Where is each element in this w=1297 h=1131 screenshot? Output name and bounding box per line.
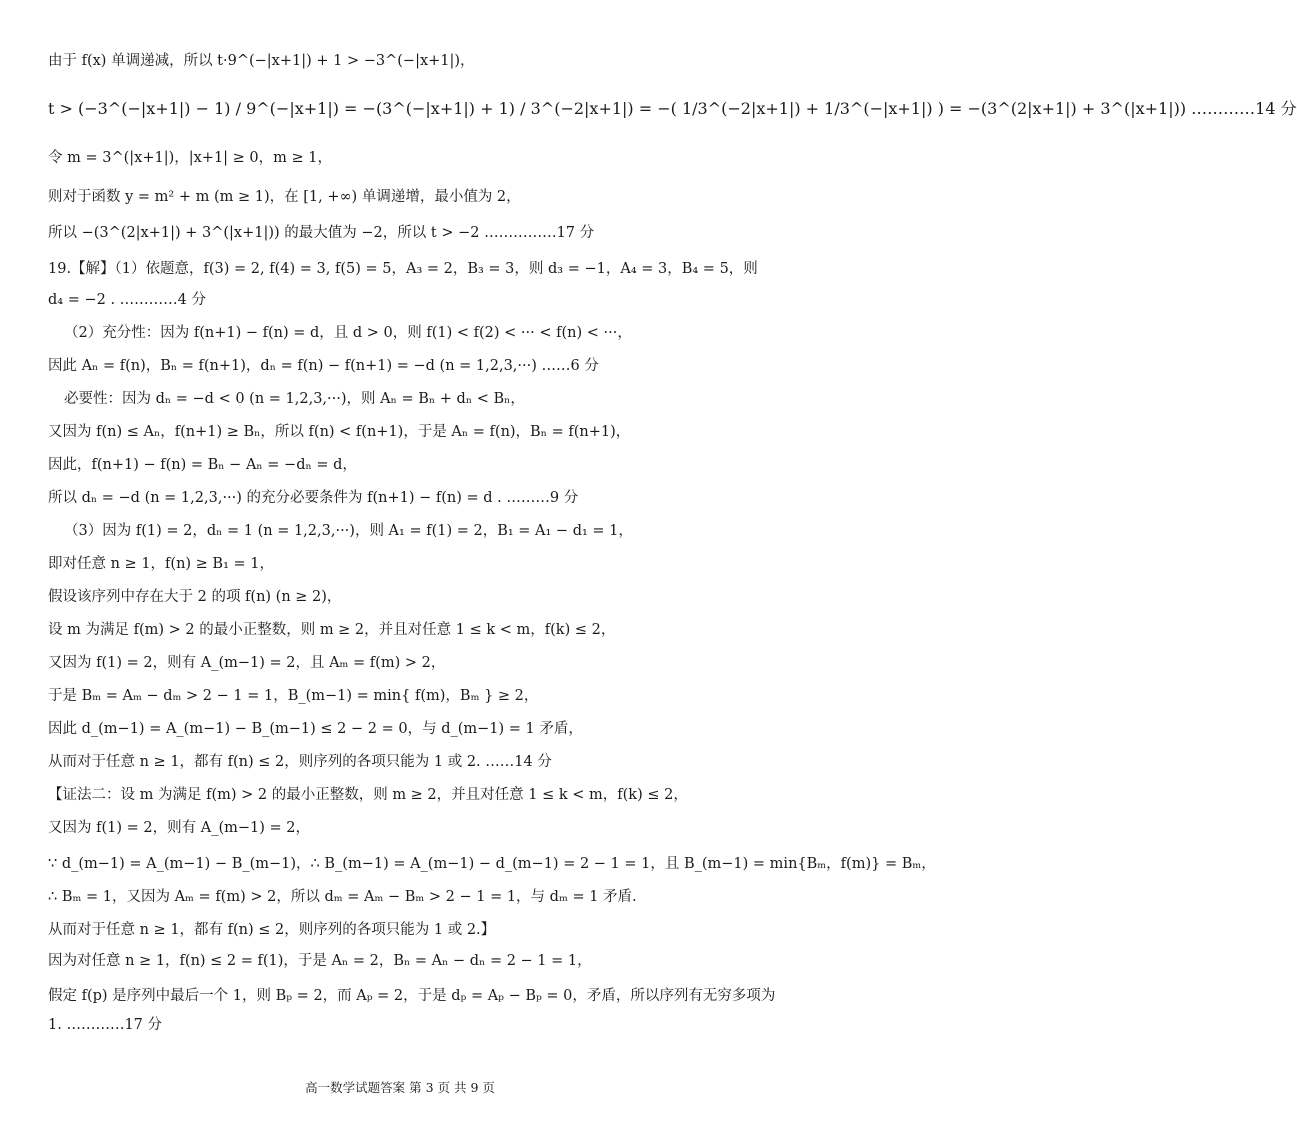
text-line: 因为对任意 n ≥ 1，f(n) ≤ 2 = f(1)，于是 Aₙ = 2，Bₙ = Aₙ − dₙ = 2 − 1 = 1，	[48, 953, 592, 969]
text-line: 所以 dₙ = −d (n = 1,2,3,···) 的充分必要条件为 f(n+1) − f(n) = d . ………9 分	[48, 490, 579, 506]
text-line: 因此 Aₙ = f(n)，Bₙ = f(n+1)，dₙ = f(n) − f(n+1) = −d (n = 1,2,3,···) ……6 分	[48, 358, 599, 374]
text-line: 即对任意 n ≥ 1，f(n) ≥ B₁ = 1，	[48, 556, 274, 572]
text-line: 假定 f(p) 是序列中最后一个 1，则 Bₚ = 2，而 Aₚ = 2，于是 dₚ = Aₚ − Bₚ = 0，矛盾，所以序列有无穷多项为	[48, 988, 776, 1004]
text-line: 又因为 f(n) ≤ Aₙ，f(n+1) ≥ Bₙ，所以 f(n) < f(n+1)，于是 Aₙ = f(n)，Bₙ = f(n+1)，	[48, 424, 631, 440]
text-line: 则对于函数 y = m² + m (m ≥ 1)，在 [1, +∞) 单调递增，最小值为 2，	[48, 189, 521, 205]
text-line: 又因为 f(1) = 2，则有 A_(m−1) = 2，且 Aₘ = f(m) > 2，	[48, 655, 446, 671]
text-line: 所以 −(3^(2|x+1|) + 3^(|x+1|)) 的最大值为 −2，所以 t > −2 ……………17 分	[48, 225, 595, 241]
text-line: 假设该序列中存在大于 2 的项 f(n) (n ≥ 2)，	[48, 589, 342, 605]
page-footer: 高一数学试题答案 第 3 页 共 9 页	[305, 1080, 495, 1095]
text-line: 【证法二：设 m 为满足 f(m) > 2 的最小正整数，则 m ≥ 2，并且对任意 1 ≤ k < m，f(k) ≤ 2，	[48, 787, 688, 803]
text-line: 因此 d_(m−1) = A_(m−1) − B_(m−1) ≤ 2 − 2 = 0，与 d_(m−1) = 1 矛盾，	[48, 721, 583, 737]
text-line: （2）充分性：因为 f(n+1) − f(n) = d，且 d > 0，则 f(1) < f(2) < ··· < f(n) < ···，	[64, 325, 632, 341]
text-line: 令 m = 3^(|x+1|)，|x+1| ≥ 0，m ≥ 1，	[48, 150, 332, 166]
text-line: （3）因为 f(1) = 2，dₙ = 1 (n = 1,2,3,···)，则 A₁ = f(1) = 2，B₁ = A₁ − d₁ = 1，	[64, 523, 633, 539]
text-line: 设 m 为满足 f(m) > 2 的最小正整数，则 m ≥ 2，并且对任意 1 ≤ k < m，f(k) ≤ 2，	[48, 622, 616, 638]
text-line: 因此，f(n+1) − f(n) = Bₙ − Aₙ = −dₙ = d，	[48, 457, 357, 473]
text-line: d₄ = −2 . …………4 分	[48, 292, 206, 308]
text-line: 必要性：因为 dₙ = −d < 0 (n = 1,2,3,···)，则 Aₙ = Bₙ + dₙ < Bₙ，	[64, 391, 525, 407]
text-line: 从而对于任意 n ≥ 1，都有 f(n) ≤ 2，则序列的各项只能为 1 或 2. ……14 分	[48, 754, 552, 770]
text-line: 从而对于任意 n ≥ 1，都有 f(n) ≤ 2，则序列的各项只能为 1 或 2.】	[48, 922, 496, 938]
text-line: ∴ Bₘ = 1，又因为 Aₘ = f(m) > 2，所以 dₘ = Aₘ − Bₘ > 2 − 1 = 1，与 dₘ = 1 矛盾.	[48, 889, 637, 905]
text-line: t > (−3^(−|x+1|) − 1) / 9^(−|x+1|) = −(3^(−|x+1|) + 1) / 3^(−2|x+1|) = −( 1/3^(−2|x+1|) + 1/3^(−|x+1|) ) = −(3^(2|x+1|) + 3^(|x+1|)) …………14 分	[48, 99, 1297, 118]
text-line: 由于 f(x) 单调递减，所以 t·9^(−|x+1|) + 1 > −3^(−|x+1|)，	[48, 53, 475, 69]
text-line: 于是 Bₘ = Aₘ − dₘ > 2 − 1 = 1，B_(m−1) = min{ f(m)，Bₘ } ≥ 2，	[48, 688, 539, 704]
text-line: 又因为 f(1) = 2，则有 A_(m−1) = 2，	[48, 820, 310, 836]
text-line: ∵ d_(m−1) = A_(m−1) − B_(m−1)，∴ B_(m−1) = A_(m−1) − d_(m−1) = 2 − 1 = 1，且 B_(m−1) = min{Bₘ，f(m)} = Bₘ，	[48, 856, 936, 872]
text-line: 1. …………17 分	[48, 1017, 163, 1033]
text-line: 19.【解】（1）依题意，f(3) = 2, f(4) = 3, f(5) = 5，A₃ = 2，B₃ = 3，则 d₃ = −1，A₄ = 3，B₄ = 5，则	[48, 261, 758, 277]
